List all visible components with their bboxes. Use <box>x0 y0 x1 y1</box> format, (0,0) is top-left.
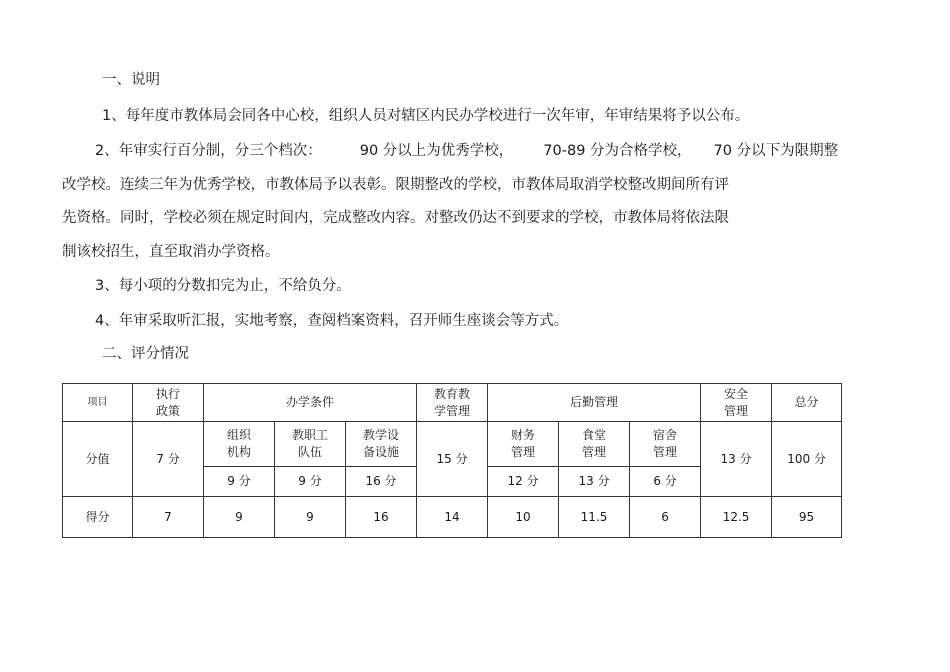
header-safety: 安全 管理 <box>701 384 772 422</box>
rule-item-2-line-4: 制该校招生，直至取消办学资格。 <box>62 244 280 260</box>
value-staff: 教职工 队伍 9 分 <box>275 422 346 497</box>
value-total: 100 分 <box>772 422 842 497</box>
rule-item-2-line-1 <box>95 142 838 160</box>
rule-item-2-excellent: 90 分以上为优秀学校， <box>359 143 514 159</box>
section-title-scoring: 二、评分情况 <box>102 346 189 362</box>
score-staff: 9 <box>275 497 346 538</box>
score-dorm: 6 <box>630 497 701 538</box>
table-header-row <box>63 384 842 422</box>
score-policy: 7 <box>133 497 204 538</box>
rule-item-3: 3、每小项的分数扣完为止，不给负分。 <box>95 278 351 294</box>
rule-item-2-rectify: 70 分以下为限期整 <box>713 143 839 159</box>
value-org: 组织 机构 9 分 <box>204 422 275 497</box>
table-row-values <box>63 422 842 497</box>
header-conditions: 办学条件 <box>204 384 417 422</box>
value-equipment: 教学设 备设施 16 分 <box>346 422 417 497</box>
header-logistics: 后勤管理 <box>488 384 701 422</box>
score-canteen: 11.5 <box>559 497 630 538</box>
header-total: 总分 <box>772 384 842 422</box>
rule-item-2-line-3: 先资格。同时，学校必须在规定时间内，完成整改内容。对整改仍达不到要求的学校，市教体局将依法限 <box>62 210 729 226</box>
value-policy: 7 分 <box>133 422 204 497</box>
score-teaching: 14 <box>417 497 488 538</box>
scoring-table <box>62 383 842 538</box>
value-safety: 13 分 <box>701 422 772 497</box>
section-title-explanation: 一、说明 <box>102 72 160 88</box>
score-finance: 10 <box>488 497 559 538</box>
rule-item-1: 1、每年度市教体局会同各中心校，组织人员对辖区内民办学校进行一次年审，年审结果将予以公布。 <box>102 108 750 124</box>
value-teaching: 15 分 <box>417 422 488 497</box>
rule-item-2-intro: 2、年审实行百分制，分三个档次： <box>95 143 322 159</box>
header-item: 项目 <box>63 384 133 422</box>
score-safety: 12.5 <box>701 497 772 538</box>
row-label-value: 分值 <box>63 422 133 497</box>
value-canteen: 食堂 管理 13 分 <box>559 422 630 497</box>
rule-item-2-line-2: 改学校。连续三年为优秀学校，市教体局予以表彰。限期整改的学校，市教体局取消学校整改期间所有评 <box>62 177 729 193</box>
row-label-score: 得分 <box>63 497 133 538</box>
table-row-scores <box>63 497 842 538</box>
header-policy: 执行 政策 <box>133 384 204 422</box>
value-dorm: 宿舍 管理 6 分 <box>630 422 701 497</box>
header-teaching: 教育教 学管理 <box>417 384 488 422</box>
score-total: 95 <box>772 497 842 538</box>
score-equipment: 16 <box>346 497 417 538</box>
value-finance: 财务 管理 12 分 <box>488 422 559 497</box>
rule-item-4: 4、年审采取听汇报，实地考察，查阅档案资料，召开师生座谈会等方式。 <box>95 313 569 329</box>
score-org: 9 <box>204 497 275 538</box>
rule-item-2-qualified: 70-89 分为合格学校， <box>543 143 692 159</box>
